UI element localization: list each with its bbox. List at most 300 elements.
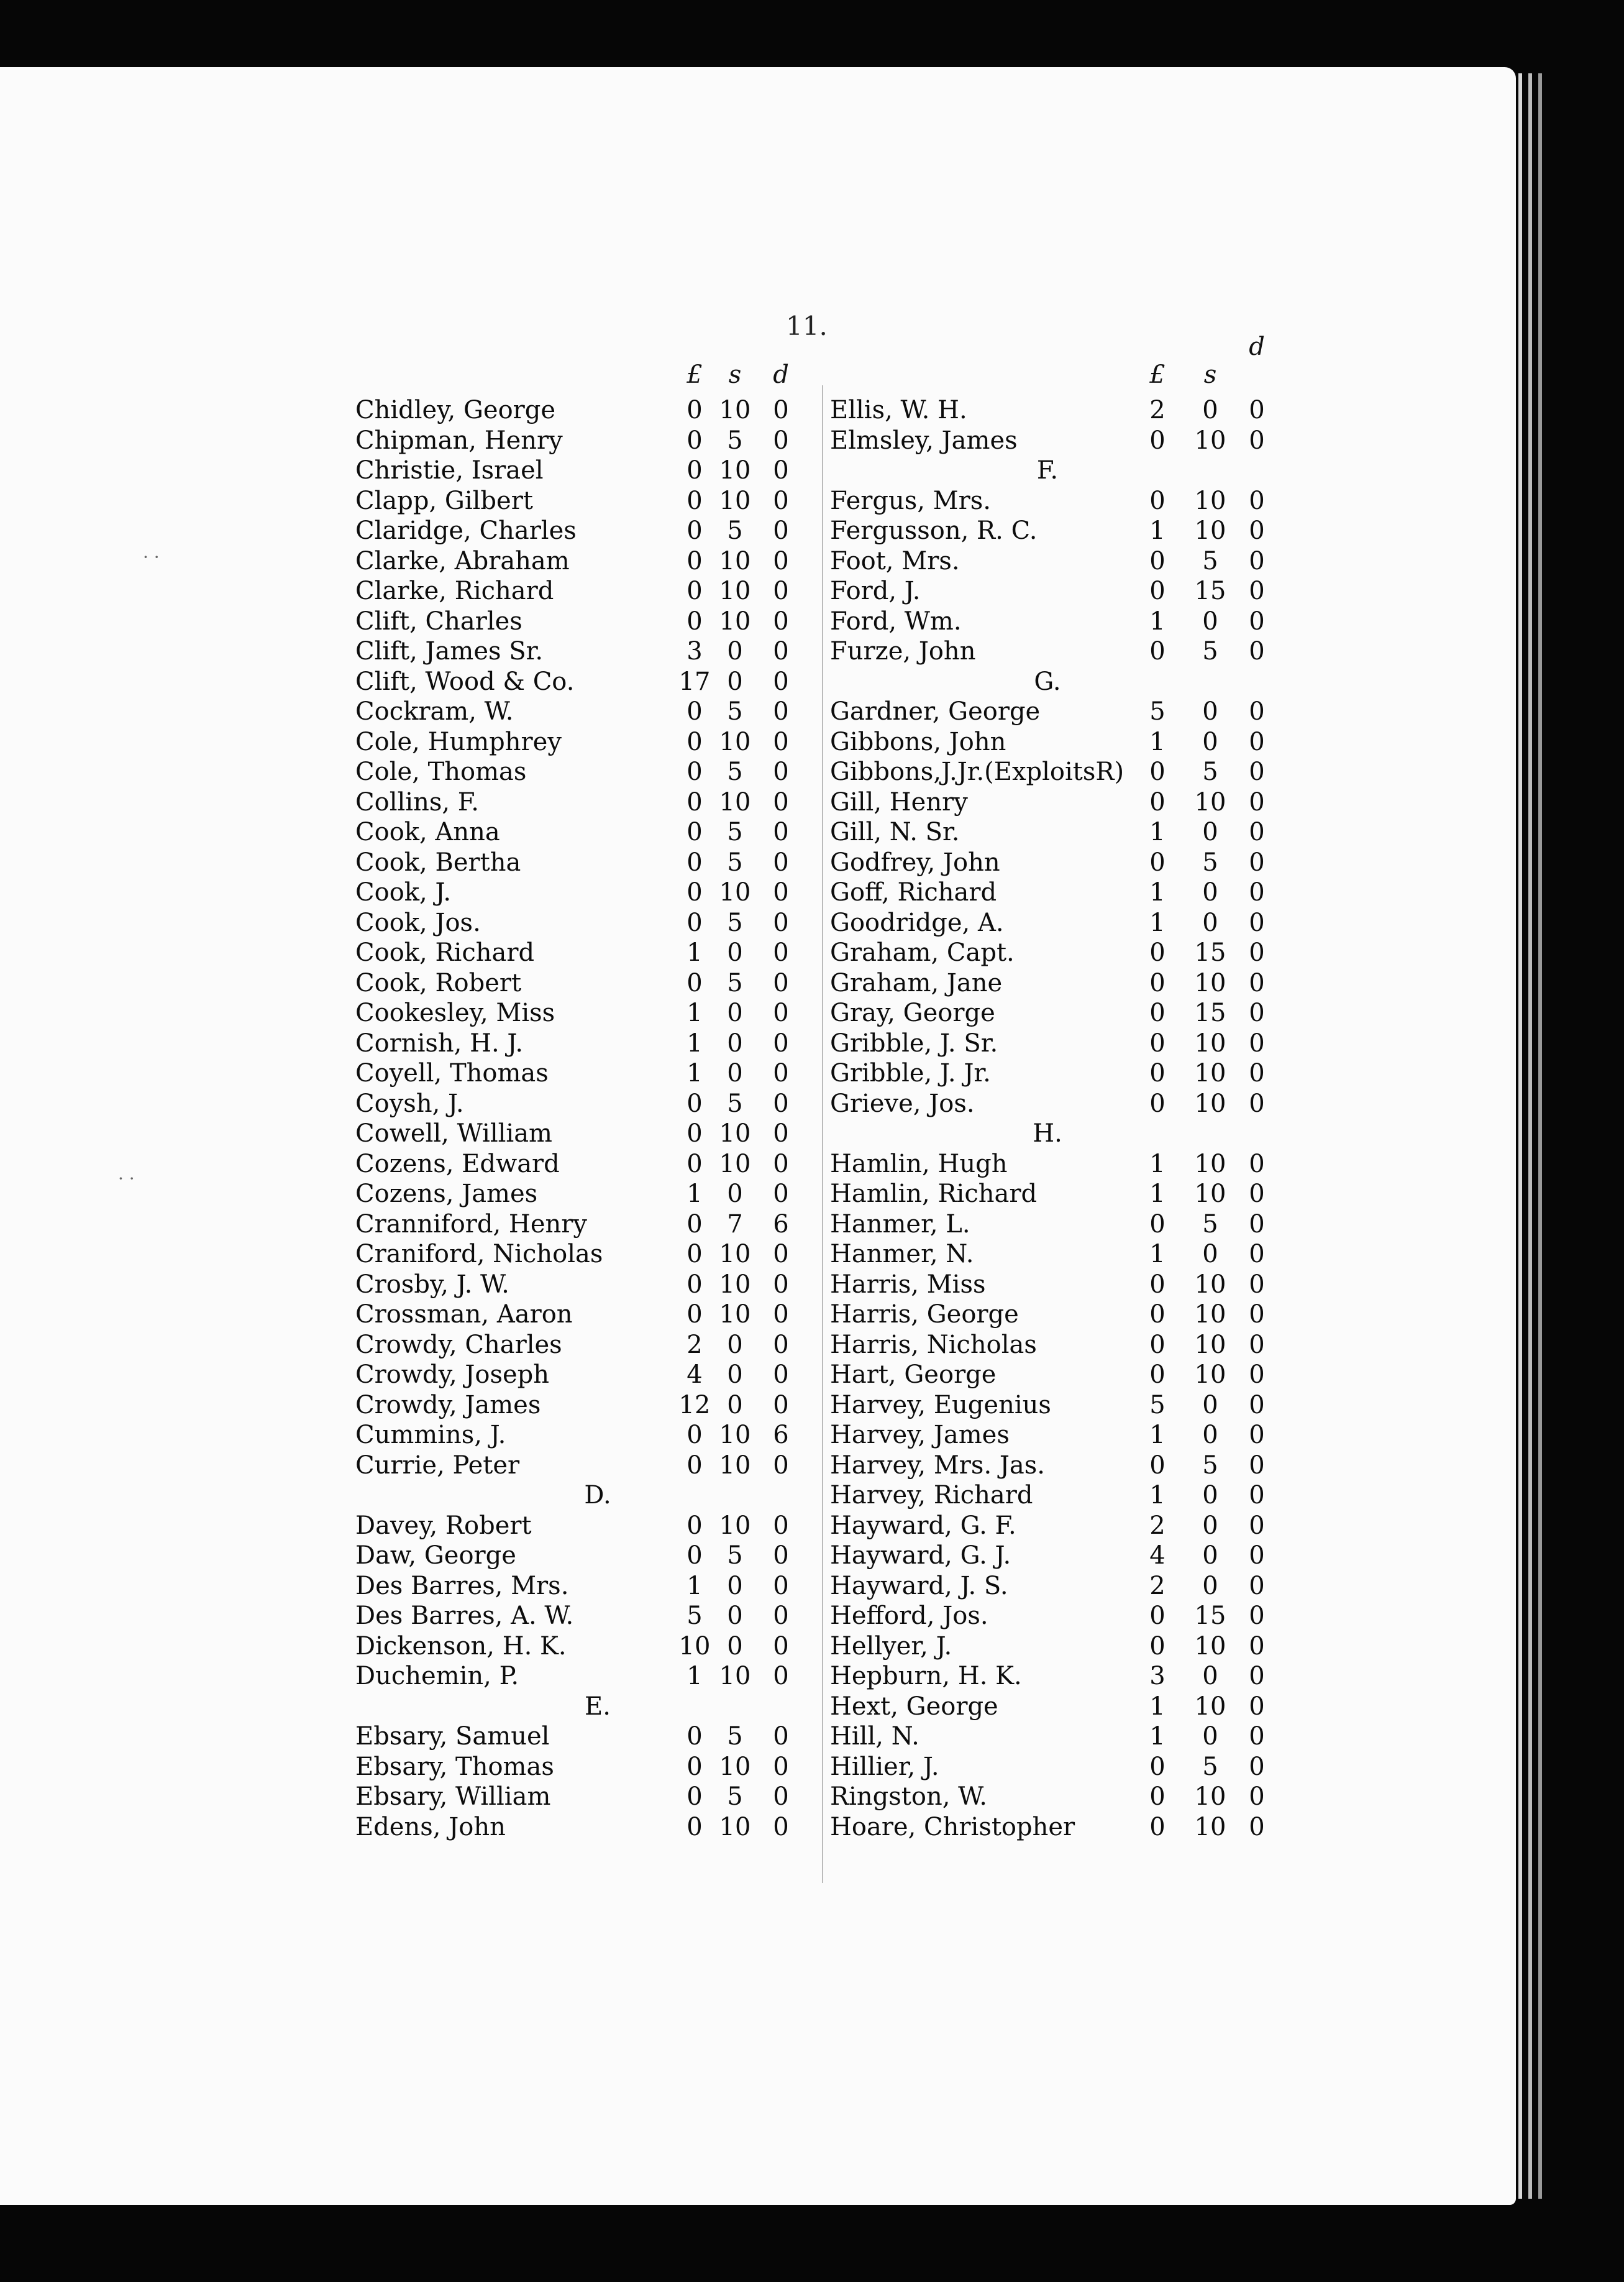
pence-value: 0 xyxy=(773,1541,789,1570)
subscriber-name: Clift, Charles xyxy=(355,607,522,636)
shillings-value: 0 xyxy=(727,938,743,967)
subscriber-name: Craniford, Nicholas xyxy=(355,1240,603,1268)
pence-value: 0 xyxy=(773,456,789,485)
pence-value: 0 xyxy=(1249,999,1265,1027)
shillings-value: 0 xyxy=(1202,1511,1218,1540)
shillings-value: 0 xyxy=(1202,818,1218,846)
shillings-value: 10 xyxy=(719,1240,751,1268)
subscriber-row xyxy=(355,426,828,457)
shillings-value: 10 xyxy=(1194,426,1226,455)
ink-speck: · · xyxy=(118,1168,135,1189)
subscriber-row xyxy=(355,1029,828,1060)
subscriber-name: Cowell, William xyxy=(355,1119,552,1148)
pence-value: 0 xyxy=(1249,1571,1265,1600)
pence-value: 0 xyxy=(1249,1662,1265,1690)
shillings-value: 0 xyxy=(727,999,743,1027)
shillings-value: 10 xyxy=(719,396,751,424)
shillings-value: 10 xyxy=(719,1149,751,1178)
pounds-value: 0 xyxy=(1149,486,1166,515)
shillings-value: 10 xyxy=(719,456,751,485)
pence-value: 0 xyxy=(1249,1511,1265,1540)
pence-value: 0 xyxy=(773,1330,789,1359)
page-edge xyxy=(1538,73,1542,2199)
shillings-value: 5 xyxy=(727,697,743,726)
subscriber-row xyxy=(355,1722,828,1753)
pence-value: 0 xyxy=(1249,1029,1265,1058)
subscriber-name: Graham, Capt. xyxy=(830,938,1015,967)
subscriber-row xyxy=(355,1089,828,1120)
section-heading-row xyxy=(830,456,1302,487)
pounds-value: 2 xyxy=(1149,1511,1166,1540)
subscriber-row xyxy=(830,1572,1302,1602)
subscriber-name: Cozens, Edward xyxy=(355,1149,560,1178)
pounds-value: 1 xyxy=(687,1029,703,1058)
subscriber-name: Harvey, James xyxy=(830,1421,1010,1449)
subscriber-name: Christie, Israel xyxy=(355,456,544,485)
pounds-value: 0 xyxy=(1149,1602,1166,1630)
shillings-value: 10 xyxy=(1194,1631,1226,1661)
shillings-value: 10 xyxy=(1194,1782,1226,1811)
pence-value: 0 xyxy=(773,1390,789,1419)
shillings-value: 7 xyxy=(727,1209,743,1239)
shillings-value: 10 xyxy=(1194,1270,1226,1299)
subscriber-row xyxy=(355,547,828,577)
pounds-value: 17 xyxy=(678,667,711,696)
pence-value: 0 xyxy=(773,486,789,515)
pence-value: 0 xyxy=(1249,1149,1265,1178)
pence-value: 0 xyxy=(773,426,789,455)
subscriber-row xyxy=(830,1331,1302,1361)
subscriber-list-right xyxy=(830,396,1302,1843)
subscriber-row xyxy=(355,1391,828,1421)
subscriber-row xyxy=(355,758,828,788)
section-letter: D. xyxy=(584,1481,611,1510)
pounds-value: 0 xyxy=(1149,848,1166,877)
pence-value: 0 xyxy=(773,1149,789,1178)
pounds-value: 0 xyxy=(1149,1270,1166,1299)
subscriber-row xyxy=(830,969,1302,999)
subscriber-name: Goff, Richard xyxy=(830,878,997,907)
page-number: 11. xyxy=(786,311,828,341)
pence-value: 0 xyxy=(1249,1481,1265,1510)
subscriber-row xyxy=(355,818,828,848)
pence-value: 0 xyxy=(773,396,789,424)
subscriber-name: Hill, N. xyxy=(830,1722,919,1751)
shillings-value: 0 xyxy=(1202,1541,1218,1570)
pounds-value: 0 xyxy=(687,486,703,515)
subscriber-row xyxy=(830,1511,1302,1542)
shillings-value: 0 xyxy=(1202,1571,1218,1600)
pounds-value: 1 xyxy=(1149,878,1166,907)
shillings-value: 0 xyxy=(1202,727,1218,756)
subscriber-name: Ford, J. xyxy=(830,577,921,605)
shillings-value: 0 xyxy=(1202,697,1218,726)
pence-value: 0 xyxy=(773,1450,789,1480)
subscriber-row xyxy=(355,878,828,909)
subscriber-name: Hillier, J. xyxy=(830,1752,939,1781)
subscriber-name: Hepburn, H. K. xyxy=(830,1662,1022,1690)
shillings-value: 0 xyxy=(1202,1421,1218,1449)
pounds-value: 0 xyxy=(1149,1812,1166,1841)
shillings-value: 10 xyxy=(719,1119,751,1148)
subscriber-row xyxy=(830,1541,1302,1572)
pence-value: 0 xyxy=(1249,787,1265,817)
pence-value: 0 xyxy=(1249,878,1265,907)
subscriber-name: Harris, George xyxy=(830,1300,1019,1329)
subscriber-name: Cole, Humphrey xyxy=(355,727,562,756)
section-heading-row xyxy=(830,1119,1302,1150)
shillings-value: 5 xyxy=(1202,546,1218,575)
subscriber-name: Harris, Nicholas xyxy=(830,1330,1037,1359)
subscriber-name: Harvey, Eugenius xyxy=(830,1390,1051,1419)
shillings-value: 10 xyxy=(719,546,751,575)
shillings-value: 10 xyxy=(1194,1812,1226,1841)
shillings-value: 5 xyxy=(1202,1209,1218,1239)
subscriber-row xyxy=(830,426,1302,457)
subscriber-name: Gardner, George xyxy=(830,697,1041,726)
pounds-value: 0 xyxy=(687,1450,703,1480)
subscriber-row xyxy=(355,1572,828,1602)
pounds-value: 0 xyxy=(687,577,703,605)
subscriber-row xyxy=(355,969,828,999)
subscriber-name: Des Barres, A. W. xyxy=(355,1602,574,1630)
pence-value: 0 xyxy=(773,637,789,666)
shillings-value: 0 xyxy=(1202,1390,1218,1419)
shillings-value: 0 xyxy=(727,1330,743,1359)
pence-value: 0 xyxy=(773,1722,789,1751)
subscriber-name: Fergusson, R. C. xyxy=(830,516,1038,545)
subscriber-row xyxy=(830,909,1302,939)
shillings-value: 10 xyxy=(1194,1300,1226,1329)
subscriber-row xyxy=(355,1150,828,1180)
section-letter: G. xyxy=(1034,667,1061,696)
pence-value: 0 xyxy=(773,1571,789,1600)
subscriber-name: Fergus, Mrs. xyxy=(830,486,992,515)
pence-value: 0 xyxy=(773,697,789,726)
pence-value: 0 xyxy=(773,1270,789,1299)
pence-value: 0 xyxy=(1249,908,1265,937)
subscriber-row xyxy=(830,1632,1302,1662)
pence-value: 0 xyxy=(773,878,789,907)
pounds-value: 0 xyxy=(1149,426,1166,455)
shillings-value: 5 xyxy=(1202,1450,1218,1480)
pounds-value: 0 xyxy=(1149,999,1166,1027)
subscriber-row xyxy=(830,878,1302,909)
pence-value: 0 xyxy=(773,1662,789,1690)
pounds-value: 1 xyxy=(687,1662,703,1690)
subscriber-name: Hayward, G. J. xyxy=(830,1541,1011,1570)
subscriber-row xyxy=(355,1180,828,1210)
subscriber-row xyxy=(830,547,1302,577)
subscriber-row xyxy=(830,1180,1302,1210)
pounds-header: £ xyxy=(1149,360,1166,389)
pounds-header: £ xyxy=(687,360,703,389)
subscriber-row xyxy=(830,697,1302,728)
subscriber-row xyxy=(830,1481,1302,1511)
pence-value: 0 xyxy=(773,516,789,545)
shillings-value: 10 xyxy=(719,787,751,817)
shillings-value: 0 xyxy=(727,1360,743,1389)
shillings-value: 5 xyxy=(727,516,743,545)
pounds-value: 1 xyxy=(687,1180,703,1208)
shillings-value: 5 xyxy=(727,1782,743,1811)
subscriber-row xyxy=(355,728,828,758)
pence-value: 0 xyxy=(773,1059,789,1088)
pence-value: 0 xyxy=(1249,1450,1265,1480)
subscriber-name: Harvey, Richard xyxy=(830,1481,1033,1510)
pence-value: 0 xyxy=(773,1360,789,1389)
pence-value: 0 xyxy=(773,1300,789,1329)
pounds-value: 0 xyxy=(1149,1330,1166,1359)
pence-value: 0 xyxy=(1249,1360,1265,1389)
pence-value: 0 xyxy=(1249,1089,1265,1118)
subscriber-name: Claridge, Charles xyxy=(355,516,577,545)
subscriber-row xyxy=(355,1360,828,1391)
subscriber-name: Godfrey, John xyxy=(830,848,1000,877)
shillings-value: 10 xyxy=(1194,486,1226,515)
pence-value: 0 xyxy=(773,758,789,786)
pence-header: d xyxy=(1249,332,1265,361)
shillings-value: 5 xyxy=(727,818,743,846)
shillings-value: 0 xyxy=(1202,607,1218,636)
subscriber-name: Crowdy, Charles xyxy=(355,1330,562,1359)
subscriber-name: Hefford, Jos. xyxy=(830,1602,988,1630)
shillings-value: 5 xyxy=(727,1541,743,1570)
subscriber-name: Davey, Robert xyxy=(355,1511,532,1540)
pence-value: 0 xyxy=(1249,1722,1265,1751)
subscriber-name: Edens, John xyxy=(355,1812,506,1841)
subscriber-name: Daw, George xyxy=(355,1541,516,1570)
shillings-header: s xyxy=(728,360,742,389)
pence-value: 0 xyxy=(1249,516,1265,545)
pence-value: 0 xyxy=(773,848,789,877)
shillings-value: 5 xyxy=(727,426,743,455)
section-heading-row xyxy=(355,1481,828,1511)
pounds-value: 1 xyxy=(687,1059,703,1088)
shillings-value: 10 xyxy=(719,486,751,515)
pence-value: 0 xyxy=(1249,818,1265,846)
pence-value: 0 xyxy=(1249,607,1265,636)
pence-value: 0 xyxy=(1249,1812,1265,1841)
shillings-value: 10 xyxy=(1194,1330,1226,1359)
subscriber-name: Ebsary, William xyxy=(355,1782,551,1811)
pence-value: 0 xyxy=(773,577,789,605)
shillings-value: 0 xyxy=(1202,1240,1218,1268)
pounds-value: 4 xyxy=(687,1360,703,1389)
pence-value: 0 xyxy=(773,1752,789,1781)
shillings-value: 15 xyxy=(1194,1602,1226,1630)
pence-value: 0 xyxy=(1249,1752,1265,1781)
subscriber-name: Clift, James Sr. xyxy=(355,637,544,666)
pounds-value: 0 xyxy=(687,848,703,877)
section-heading-row xyxy=(830,667,1302,698)
subscriber-name: Ebsary, Thomas xyxy=(355,1752,554,1781)
shillings-value: 10 xyxy=(719,1300,751,1329)
subscriber-row xyxy=(355,909,828,939)
shillings-value: 0 xyxy=(727,1029,743,1058)
pence-value: 0 xyxy=(1249,486,1265,515)
page-edge xyxy=(1528,73,1532,2199)
pence-value: 0 xyxy=(773,908,789,937)
pence-value: 0 xyxy=(1249,1390,1265,1419)
subscriber-row xyxy=(830,607,1302,638)
pence-value: 0 xyxy=(1249,1209,1265,1239)
pounds-value: 0 xyxy=(687,607,703,636)
subscriber-name: Duchemin, P. xyxy=(355,1662,519,1690)
subscriber-name: Hamlin, Richard xyxy=(830,1180,1038,1208)
shillings-value: 10 xyxy=(1194,1029,1226,1058)
subscriber-name: Gray, George xyxy=(830,999,995,1027)
pounds-value: 0 xyxy=(687,426,703,455)
pounds-value: 1 xyxy=(1149,1149,1166,1178)
pence-value: 0 xyxy=(1249,968,1265,997)
subscriber-row xyxy=(830,938,1302,969)
subscriber-row xyxy=(355,456,828,487)
pounds-value: 0 xyxy=(1149,938,1166,967)
shillings-value: 5 xyxy=(727,908,743,937)
shillings-value: 0 xyxy=(727,1571,743,1600)
shillings-header: s xyxy=(1203,360,1217,389)
pence-value: 0 xyxy=(773,667,789,696)
pounds-value: 1 xyxy=(687,938,703,967)
pounds-value: 0 xyxy=(687,697,703,726)
pounds-value: 0 xyxy=(1149,577,1166,605)
pounds-value: 0 xyxy=(687,456,703,485)
subscriber-row xyxy=(830,1662,1302,1692)
pence-value: 0 xyxy=(1249,637,1265,666)
pence-value: 0 xyxy=(773,1029,789,1058)
pounds-value: 1 xyxy=(1149,1692,1166,1721)
pence-value: 0 xyxy=(1249,546,1265,575)
shillings-value: 0 xyxy=(1202,1481,1218,1510)
subscriber-row xyxy=(355,848,828,879)
subscriber-name: Gill, Henry xyxy=(830,787,968,817)
subscriber-name: Gribble, J. Sr. xyxy=(830,1029,998,1058)
shillings-value: 10 xyxy=(1194,968,1226,997)
shillings-value: 5 xyxy=(1202,1752,1218,1781)
shillings-value: 5 xyxy=(727,1089,743,1118)
shillings-value: 10 xyxy=(1194,1180,1226,1208)
shillings-value: 10 xyxy=(719,1752,751,1781)
pence-value: 0 xyxy=(773,546,789,575)
shillings-value: 0 xyxy=(727,667,743,696)
subscriber-name: Hanmer, L. xyxy=(830,1209,970,1239)
subscriber-row xyxy=(830,637,1302,667)
shillings-value: 5 xyxy=(727,758,743,786)
subscriber-row xyxy=(830,487,1302,517)
subscriber-row xyxy=(355,1753,828,1783)
subscriber-name: Chipman, Henry xyxy=(355,426,563,455)
subscriber-row xyxy=(830,1240,1302,1270)
subscriber-name: Crossman, Aaron xyxy=(355,1300,573,1329)
subscriber-name: Cook, J. xyxy=(355,878,452,907)
subscriber-name: Coyell, Thomas xyxy=(355,1059,549,1088)
pence-value: 0 xyxy=(773,938,789,967)
shillings-value: 5 xyxy=(727,1722,743,1751)
pounds-value: 0 xyxy=(687,818,703,846)
subscriber-row xyxy=(355,1300,828,1331)
pounds-value: 1 xyxy=(1149,516,1166,545)
pence-value: 0 xyxy=(773,1240,789,1268)
pence-value: 0 xyxy=(1249,1240,1265,1268)
subscriber-name: Currie, Peter xyxy=(355,1450,520,1480)
subscriber-row xyxy=(830,788,1302,818)
subscriber-row xyxy=(830,1029,1302,1060)
pence-value: 0 xyxy=(1249,848,1265,877)
subscriber-name: Graham, Jane xyxy=(830,968,1003,997)
pounds-value: 1 xyxy=(687,1571,703,1600)
shillings-value: 0 xyxy=(1202,1662,1218,1690)
shillings-value: 0 xyxy=(727,1059,743,1088)
subscriber-name: Clapp, Gilbert xyxy=(355,486,533,515)
pounds-value: 1 xyxy=(687,999,703,1027)
subscriber-name: Grieve, Jos. xyxy=(830,1089,975,1118)
pence-value: 0 xyxy=(773,1812,789,1841)
subscriber-row xyxy=(355,1541,828,1572)
subscriber-name: Cornish, H. J. xyxy=(355,1029,524,1058)
pounds-value: 0 xyxy=(1149,1300,1166,1329)
shillings-value: 5 xyxy=(1202,637,1218,666)
pounds-value: 0 xyxy=(687,1752,703,1781)
subscriber-name: Elmsley, James xyxy=(830,426,1018,455)
pounds-value: 0 xyxy=(687,878,703,907)
pounds-value: 0 xyxy=(687,1782,703,1811)
pounds-value: 0 xyxy=(1149,1631,1166,1661)
pounds-value: 1 xyxy=(1149,607,1166,636)
pence-value: 0 xyxy=(773,968,789,997)
pence-value: 0 xyxy=(1249,1692,1265,1721)
subscriber-row xyxy=(830,1150,1302,1180)
subscriber-row xyxy=(355,667,828,698)
pounds-value: 1 xyxy=(1149,1180,1166,1208)
subscriber-name: Gill, N. Sr. xyxy=(830,818,960,846)
shillings-value: 10 xyxy=(719,1662,751,1690)
pence-value: 0 xyxy=(773,1782,789,1811)
subscriber-name: Cookesley, Miss xyxy=(355,999,555,1027)
subscriber-row xyxy=(830,1421,1302,1451)
subscriber-row xyxy=(830,728,1302,758)
subscriber-name: Chidley, George xyxy=(355,396,556,424)
shillings-value: 10 xyxy=(719,1421,751,1449)
subscriber-row xyxy=(355,1451,828,1482)
subscriber-name: Hayward, G. F. xyxy=(830,1511,1016,1540)
pounds-value: 0 xyxy=(1149,546,1166,575)
pence-value: 0 xyxy=(773,1089,789,1118)
shillings-value: 0 xyxy=(1202,908,1218,937)
subscriber-name: Des Barres, Mrs. xyxy=(355,1571,569,1600)
subscriber-row xyxy=(830,1602,1302,1632)
pounds-value: 0 xyxy=(1149,758,1166,786)
pounds-value: 5 xyxy=(687,1602,703,1630)
subscriber-name: Hanmer, N. xyxy=(830,1240,974,1268)
subscriber-name: Crowdy, James xyxy=(355,1390,541,1419)
pence-value: 0 xyxy=(1249,1330,1265,1359)
pence-value: 0 xyxy=(1249,1270,1265,1299)
subscriber-row xyxy=(355,938,828,969)
subscriber-row xyxy=(355,1119,828,1150)
subscriber-name: Ebsary, Samuel xyxy=(355,1722,550,1751)
pounds-value: 2 xyxy=(687,1330,703,1359)
shillings-value: 10 xyxy=(1194,1149,1226,1178)
pounds-value: 5 xyxy=(1149,697,1166,726)
pounds-value: 0 xyxy=(1149,1059,1166,1088)
pence-value: 6 xyxy=(773,1421,789,1449)
shillings-value: 10 xyxy=(719,577,751,605)
pounds-value: 1 xyxy=(1149,1722,1166,1751)
pence-value: 0 xyxy=(773,607,789,636)
subscriber-row xyxy=(830,1300,1302,1331)
subscriber-name: Cole, Thomas xyxy=(355,758,527,786)
